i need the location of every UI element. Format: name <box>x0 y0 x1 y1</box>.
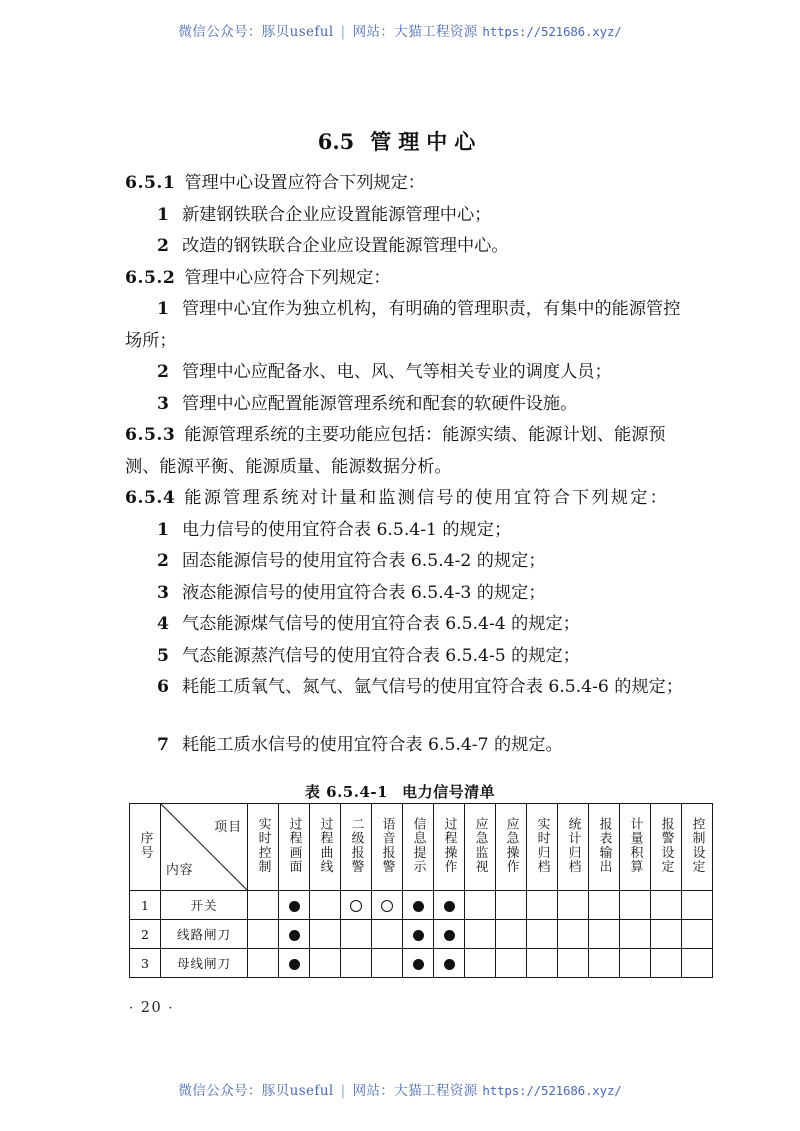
list-item-text: 改造的钢铁联合企业应设置能源管理中心。 <box>181 236 509 256</box>
mark-cell <box>279 949 310 978</box>
table-header-col-1: 过程画面 <box>279 804 310 891</box>
filled-dot-icon <box>444 898 455 913</box>
list-item-number: 2 <box>157 551 169 571</box>
mark-cell <box>620 949 651 978</box>
mark-cell <box>620 891 651 920</box>
table-header-col-11: 报表输出 <box>589 804 620 891</box>
mark-cell <box>248 920 279 949</box>
mark-cell <box>372 920 403 949</box>
list-item-number: 7 <box>157 734 169 755</box>
mark-cell <box>372 949 403 978</box>
filled-dot-icon <box>444 927 455 942</box>
mark-cell <box>527 949 558 978</box>
clause-6-5-3 <box>125 420 685 483</box>
list-item-number: 1 <box>157 204 169 225</box>
table-header-col-4: 语音报警 <box>372 804 403 891</box>
list-item-text: 管理中心应配备水、电、风、气等相关专业的调度人员； <box>181 362 612 382</box>
watermark-url: https://521686.xyz/ <box>482 1083 622 1098</box>
list-item-text: 气态能源蒸汽信号的使用宜符合表 6.5.4-5 的规定； <box>181 645 580 666</box>
mark-cell <box>527 891 558 920</box>
table-header-col-12: 计量积算 <box>620 804 651 891</box>
list-item-number: 6 <box>157 677 169 697</box>
list-item-text: 管理中心应配置能源管理系统和配套的软硬件设施。 <box>181 393 578 414</box>
mark-cell <box>341 891 372 920</box>
table-header-col-5: 信息提示 <box>403 804 434 891</box>
list-item <box>125 546 685 578</box>
filled-dot-icon <box>413 956 424 971</box>
list-item-text: 电力信号的使用宜符合表 6.5.4-1 的规定； <box>181 519 512 540</box>
table-header-col-0: 实时控制 <box>248 804 279 891</box>
mark-cell <box>589 891 620 920</box>
list-item-number: 1 <box>157 299 169 319</box>
page-number-dot-right: · <box>168 1001 174 1016</box>
table-header-col-8: 应急操作 <box>496 804 527 891</box>
row-seq: 1 <box>130 891 161 920</box>
mark-cell <box>341 949 372 978</box>
mark-cell <box>310 949 341 978</box>
list-item-text: 液态能源信号的使用宜符合表 6.5.4-3 的规定； <box>181 582 546 603</box>
mark-cell <box>682 920 713 949</box>
list-item <box>125 294 685 357</box>
table-header-seq: 序号 <box>130 804 161 891</box>
list-item <box>125 641 685 673</box>
table-header-col-2: 过程曲线 <box>310 804 341 891</box>
table-header-col-10: 统计归档 <box>558 804 589 891</box>
filled-dot-icon <box>413 898 424 913</box>
mark-cell <box>310 920 341 949</box>
list-item-text: 气态能源煤气信号的使用宜符合表 6.5.4-4 的规定； <box>181 614 580 634</box>
mark-cell <box>434 920 465 949</box>
mark-cell <box>558 891 589 920</box>
clause-text: 管理中心设置应符合下列规定： <box>184 173 425 193</box>
mark-cell <box>372 891 403 920</box>
electric-signal-table <box>129 803 713 978</box>
watermark-separator: | <box>340 24 346 40</box>
clause-6-5-4 <box>125 483 685 515</box>
mark-cell <box>434 891 465 920</box>
list-item <box>125 357 685 389</box>
mark-cell <box>403 891 434 920</box>
mark-cell <box>279 920 310 949</box>
table-body <box>130 891 713 978</box>
list-item <box>125 730 685 762</box>
mark-cell <box>651 891 682 920</box>
mark-cell <box>496 891 527 920</box>
mark-cell <box>465 949 496 978</box>
list-item-text: 耗能工质氧气、氮气、氩气信号的使用宜符合表 6.5.4-6 的规定； <box>181 677 684 697</box>
table-header-col-14: 控制设定 <box>682 804 713 891</box>
list-item-number: 5 <box>157 645 169 666</box>
list-item-number: 1 <box>157 519 169 540</box>
watermark-url: https://521686.xyz/ <box>482 24 622 39</box>
mark-cell <box>434 949 465 978</box>
list-item <box>125 578 685 610</box>
table-row <box>130 920 713 949</box>
mark-cell <box>558 949 589 978</box>
table-header-col-9: 实时归档 <box>527 804 558 891</box>
table-header-corner <box>161 804 248 891</box>
list-item <box>125 200 685 232</box>
mark-cell <box>496 949 527 978</box>
mark-cell <box>589 949 620 978</box>
table-row <box>130 891 713 920</box>
filled-dot-icon <box>289 956 300 971</box>
mark-cell <box>341 920 372 949</box>
table-caption-number: 表 6.5.4-1 <box>304 783 389 801</box>
list-item-text: 管理中心宜作为独立机构，有明确的管理职责，有集中的能源管控场所； <box>125 299 681 351</box>
section-number: 6.5 <box>317 129 355 154</box>
corner-label-item: 项目 <box>214 820 242 835</box>
watermark-wechat-label: 微信公众号：豚贝useful <box>178 24 334 40</box>
watermark-site-label: 网站：大猫工程资源 <box>352 24 478 40</box>
list-item-text: 固态能源信号的使用宜符合表 6.5.4-2 的规定； <box>181 551 546 571</box>
clause-number: 6.5.1 <box>125 173 176 193</box>
watermark-separator: | <box>340 1083 346 1099</box>
filled-dot-icon <box>413 927 424 942</box>
row-name: 线路闸刀 <box>161 920 248 949</box>
mark-cell <box>589 920 620 949</box>
list-item-number: 3 <box>157 582 169 603</box>
mark-cell <box>496 920 527 949</box>
clause-6-5-1 <box>125 168 685 200</box>
list-item <box>125 672 685 704</box>
row-name: 母线闸刀 <box>161 949 248 978</box>
page-number-dot-left: · <box>129 1001 135 1016</box>
mark-cell <box>682 891 713 920</box>
table-header-col-13: 报警设定 <box>651 804 682 891</box>
mark-cell <box>558 920 589 949</box>
page-title <box>0 126 800 156</box>
document-body <box>125 168 685 761</box>
clause-number: 6.5.2 <box>125 267 176 288</box>
mark-cell <box>310 891 341 920</box>
table-caption-title: 电力信号清单 <box>402 783 496 801</box>
table-row <box>130 949 713 978</box>
clause-number: 6.5.3 <box>125 425 176 445</box>
list-item-number: 4 <box>157 614 169 634</box>
mark-cell <box>248 949 279 978</box>
list-item-number: 3 <box>157 393 169 414</box>
mark-cell <box>465 891 496 920</box>
mark-cell <box>403 949 434 978</box>
row-seq: 2 <box>130 920 161 949</box>
filled-dot-icon <box>289 898 300 913</box>
corner-label-content: 内容 <box>166 863 194 878</box>
mark-cell <box>527 920 558 949</box>
section-title-text: 管理中心 <box>370 129 483 154</box>
watermark-bottom <box>0 1079 800 1099</box>
mark-cell <box>403 920 434 949</box>
clause-number: 6.5.4 <box>125 488 176 508</box>
mark-cell <box>651 920 682 949</box>
list-item <box>125 231 685 263</box>
clause-text: 管理中心应符合下列规定： <box>184 267 391 288</box>
list-item-text: 新建钢铁联合企业应设置能源管理中心； <box>181 204 492 225</box>
mark-cell <box>651 949 682 978</box>
mark-cell <box>620 920 651 949</box>
list-item-number: 2 <box>157 362 169 382</box>
list-item <box>125 389 685 421</box>
watermark-site-label: 网站：大猫工程资源 <box>352 1083 478 1099</box>
mark-cell <box>682 949 713 978</box>
mark-cell <box>465 920 496 949</box>
watermark-wechat-label: 微信公众号：豚贝useful <box>178 1083 334 1099</box>
table-header-col-7: 应急监视 <box>465 804 496 891</box>
mark-cell <box>248 891 279 920</box>
table-header-col-6: 过程操作 <box>434 804 465 891</box>
hollow-dot-icon <box>350 898 362 913</box>
list-item-number: 2 <box>157 236 169 256</box>
clause-6-5-2 <box>125 263 685 295</box>
list-item <box>125 515 685 547</box>
row-seq: 3 <box>130 949 161 978</box>
list-item-text: 耗能工质水信号的使用宜符合表 6.5.4-7 的规定。 <box>181 734 563 755</box>
list-item <box>125 609 685 641</box>
page-number <box>129 1000 174 1016</box>
hollow-dot-icon <box>381 898 393 913</box>
row-name: 开关 <box>161 891 248 920</box>
filled-dot-icon <box>289 927 300 942</box>
filled-dot-icon <box>444 956 455 971</box>
mark-cell <box>279 891 310 920</box>
clause-text: 能源管理系统对计量和监测信号的使用宜符合下列规定： <box>184 488 670 508</box>
clause-text: 能源管理系统的主要功能应包括：能源实绩、能源计划、能源预测、能源平衡、能源质量、能源数据分析。 <box>125 425 666 477</box>
table-header-row <box>130 804 713 891</box>
table-caption <box>0 781 800 802</box>
page-number-value: 20 <box>140 1000 163 1016</box>
table-header-col-3: 二级报警 <box>341 804 372 891</box>
